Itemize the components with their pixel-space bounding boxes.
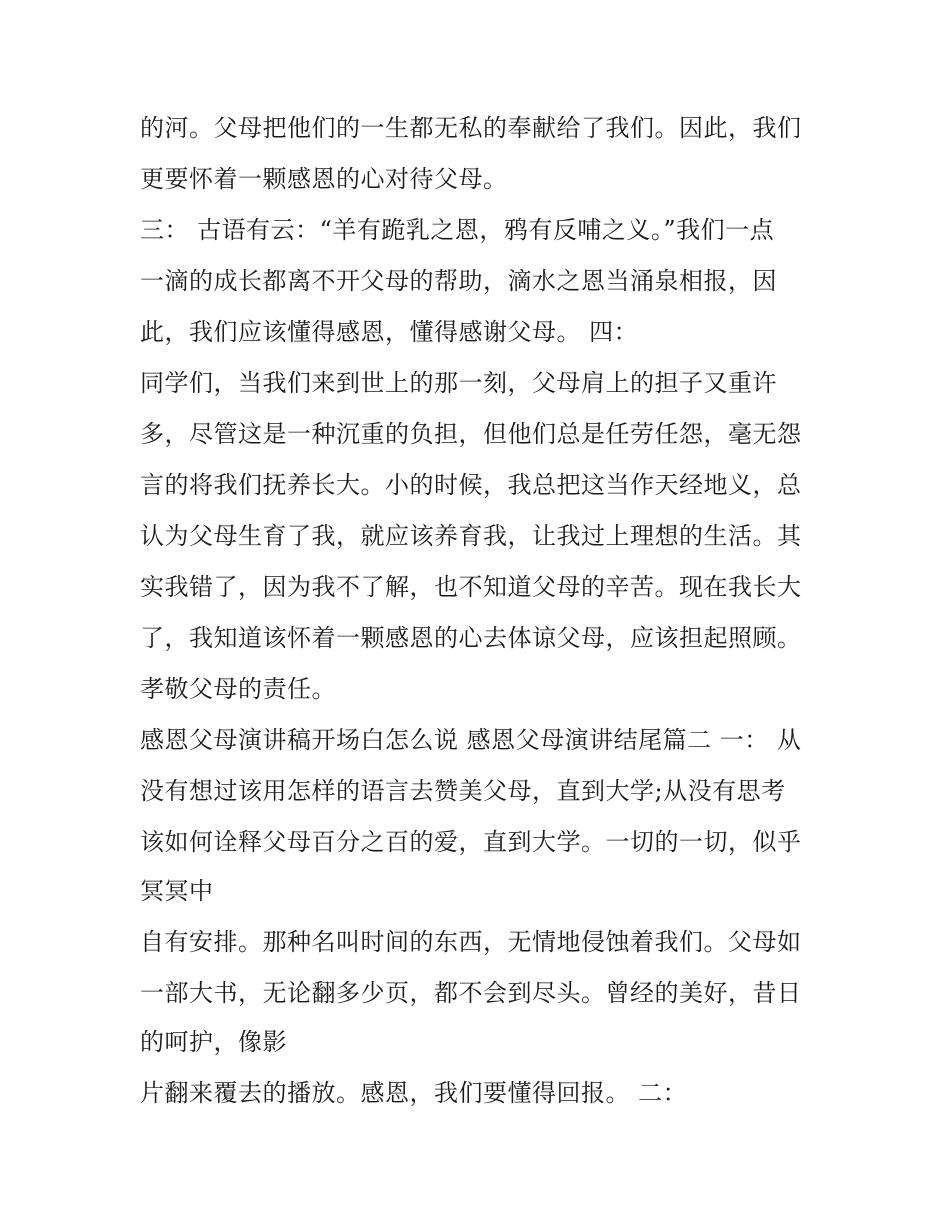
text-line: 片翻来覆去的播放。感恩，我们要懂得回报。 二： [140, 1079, 688, 1107]
text-line: 三： 古语有云：“羊有跪乳之恩，鸦有反哺之义。”我们一点 [140, 216, 775, 244]
text-line: 言的将我们抚养长大。小的时候，我总把这当作天经地义，总 [140, 471, 802, 499]
text-line: 没有想过该用怎样的语言去赞美父母，直到大学;从没有思考 [140, 777, 786, 805]
text-line: 该如何诠释父母百分之百的爱，直到大学。一切的一切，似乎 [140, 828, 802, 856]
text-line: 的呵护，像影 [140, 1028, 287, 1056]
text-line: 的河。父母把他们的一生都无私的奉献给了我们。因此，我们 [140, 114, 802, 142]
text-line: 了，我知道该怀着一颗感恩的心去体谅父母，应该担起照顾。 [140, 624, 802, 652]
text-line: 更要怀着一颗感恩的心对待父母。 [140, 165, 508, 193]
text-line: 一滴的成长都离不开父母的帮助，滴水之恩当涌泉相报，因 [140, 267, 777, 295]
text-line: 同学们，当我们来到世上的那一刻，父母肩上的担子又重许 [140, 369, 777, 397]
text-line: 孝敬父母的责任。 [140, 675, 336, 703]
text-line: 此，我们应该懂得感恩，懂得感谢父母。 四： [140, 318, 639, 346]
text-line: 一部大书，无论翻多少页，都不会到尽头。曾经的美好，昔日 [140, 979, 802, 1007]
text-line: 认为父母生育了我，就应该养育我，让我过上理想的生活。其 [140, 522, 802, 550]
text-line: 自有安排。那种名叫时间的东西，无情地侵蚀着我们。父母如 [140, 928, 802, 956]
text-line: 多，尽管这是一种沉重的负担，但他们总是任劳任怨，毫无怨 [140, 420, 802, 448]
text-line: 感恩父母演讲稿开场白怎么说 感恩父母演讲结尾篇二 一： 从 [140, 726, 802, 754]
text-line: 实我错了，因为我不了解，也不知道父母的辛苦。现在我长大 [140, 573, 802, 601]
text-line: 冥冥中 [140, 877, 214, 905]
